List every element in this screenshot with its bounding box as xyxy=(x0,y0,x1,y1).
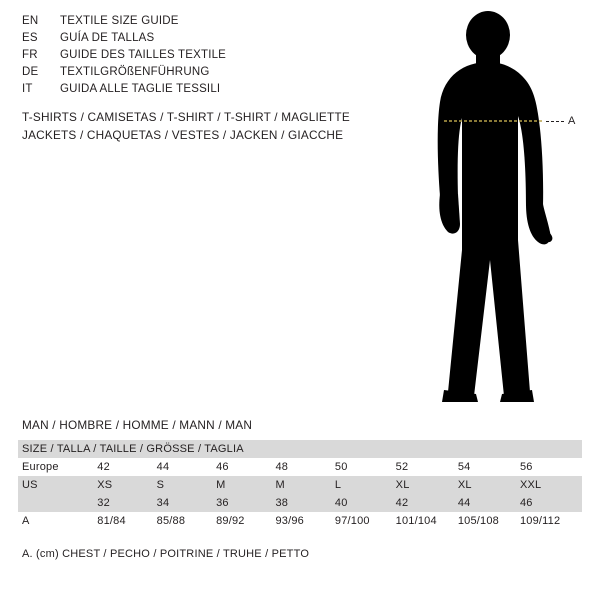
measure-leader-line xyxy=(546,121,564,122)
language-code: EN xyxy=(22,15,39,27)
table-header-label: SIZE / TALLA / TAILLE / GRÖSSE / TAGLIA xyxy=(18,440,582,458)
cell-value: XL xyxy=(396,476,458,494)
language-row xyxy=(22,15,352,32)
language-text: GUIDE DES TAILLES TEXTILE xyxy=(60,49,227,61)
garment-line-tshirts: T-SHIRTS / CAMISETAS / T-SHIRT / T-SHIRT / MAGLIETTE xyxy=(22,110,350,124)
language-row xyxy=(22,49,352,66)
table-row xyxy=(18,476,582,494)
language-list xyxy=(22,15,352,100)
language-text: GUÍA DE TALLAS xyxy=(60,32,155,44)
table-title-man: MAN / HOMBRE / HOMME / MANN / MAN xyxy=(22,418,253,432)
cell-value: 97/100 xyxy=(335,512,396,530)
language-text: TEXTILGRÖßENFÜHRUNG xyxy=(60,66,210,78)
cell-value: 46 xyxy=(216,458,275,476)
cell-value: 32 xyxy=(97,494,156,512)
row-label: US xyxy=(18,476,97,494)
cell-value: L xyxy=(335,476,396,494)
cell-value: 89/92 xyxy=(216,512,275,530)
language-code: FR xyxy=(22,49,38,61)
cell-value: XS xyxy=(97,476,156,494)
cell-value: 56 xyxy=(520,458,582,476)
cell-value: 109/112 xyxy=(520,512,582,530)
cell-value: M xyxy=(216,476,275,494)
row-label: A xyxy=(18,512,97,530)
table-header-row xyxy=(18,440,582,458)
measure-label-a: A xyxy=(568,115,576,127)
cell-value: 42 xyxy=(97,458,156,476)
silhouette-icon xyxy=(400,10,590,405)
cell-value: 54 xyxy=(458,458,520,476)
footnote-chest-measure: A. (cm) CHEST / PECHO / POITRINE / TRUHE / PETTO xyxy=(22,548,310,560)
cell-value: 81/84 xyxy=(97,512,156,530)
cell-value: XXL xyxy=(520,476,582,494)
language-row xyxy=(22,66,352,83)
cell-value: 101/104 xyxy=(396,512,458,530)
cell-value: 36 xyxy=(216,494,275,512)
table-row xyxy=(18,494,582,512)
language-text: TEXTILE SIZE GUIDE xyxy=(60,15,179,27)
cell-value: 52 xyxy=(396,458,458,476)
size-table xyxy=(18,440,582,530)
row-label xyxy=(18,494,97,512)
cell-value: 105/108 xyxy=(458,512,520,530)
cell-value: M xyxy=(275,476,334,494)
language-text: GUIDA ALLE TAGLIE TESSILI xyxy=(60,83,221,95)
language-row xyxy=(22,83,352,100)
language-row xyxy=(22,32,352,49)
cell-value: 50 xyxy=(335,458,396,476)
cell-value: 44 xyxy=(458,494,520,512)
man-silhouette-illustration xyxy=(400,10,590,405)
cell-value: 44 xyxy=(157,458,216,476)
cell-value: 85/88 xyxy=(157,512,216,530)
cell-value: 40 xyxy=(335,494,396,512)
garment-line-jackets: JACKETS / CHAQUETAS / VESTES / JACKEN / GIACCHE xyxy=(22,128,344,142)
row-label: Europe xyxy=(18,458,97,476)
table-row xyxy=(18,458,582,476)
cell-value: 48 xyxy=(275,458,334,476)
cell-value: 34 xyxy=(157,494,216,512)
cell-value: 93/96 xyxy=(275,512,334,530)
cell-value: 38 xyxy=(275,494,334,512)
language-code: IT xyxy=(22,83,33,95)
cell-value: XL xyxy=(458,476,520,494)
table-row xyxy=(18,512,582,530)
garment-types xyxy=(22,110,382,146)
cell-value: 42 xyxy=(396,494,458,512)
language-code: ES xyxy=(22,32,38,44)
cell-value: S xyxy=(157,476,216,494)
language-code: DE xyxy=(22,66,39,78)
cell-value: 46 xyxy=(520,494,582,512)
